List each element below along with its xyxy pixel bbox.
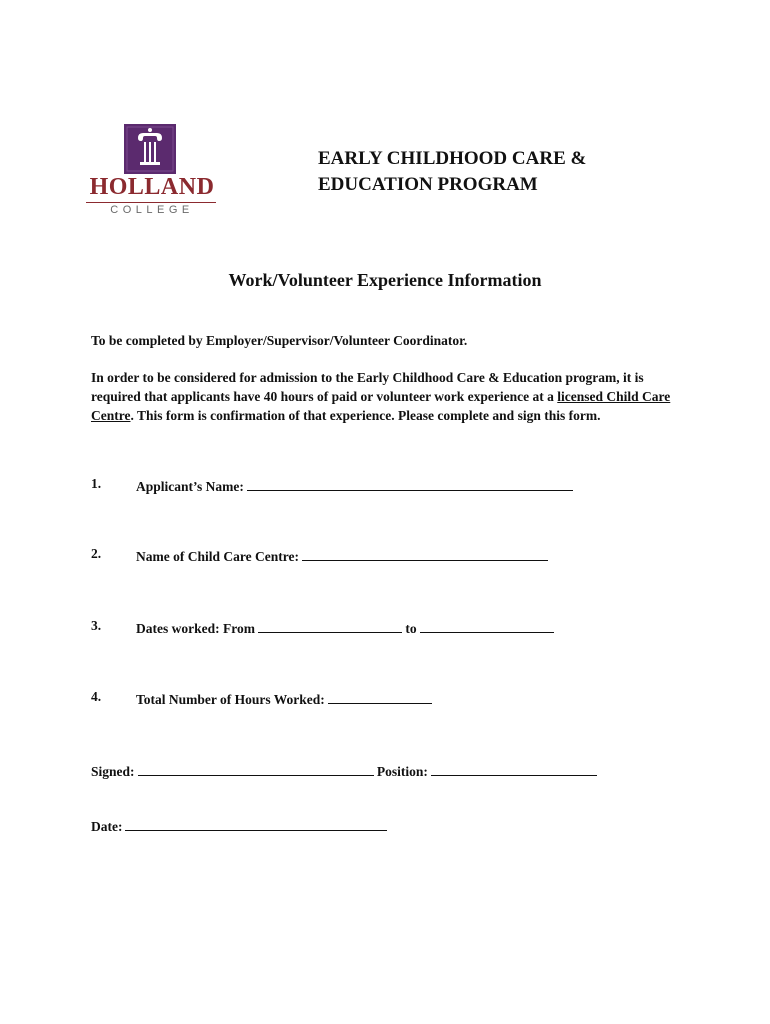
field-label: Applicant’s Name:	[136, 479, 244, 494]
date-label: Date:	[91, 819, 123, 834]
logo-subtext: COLLEGE	[110, 204, 194, 216]
program-title-line2: EDUCATION PROGRAM	[318, 174, 538, 195]
position-input[interactable]	[431, 761, 597, 776]
applicant-name-input[interactable]	[247, 476, 573, 491]
field-label-to: to	[405, 621, 417, 636]
signature-input[interactable]	[138, 761, 374, 776]
field-body	[136, 476, 573, 495]
field-number: 4.	[91, 689, 102, 704]
program-title	[318, 146, 678, 198]
field-label: Dates worked: From	[136, 621, 255, 636]
date-input[interactable]	[125, 816, 387, 831]
paragraph-part2: . This form is confirmation of that experience. Please complete and sign this form.	[130, 408, 601, 423]
logo-divider	[86, 202, 216, 203]
field-label: Name of Child Care Centre:	[136, 549, 299, 564]
requirement-paragraph	[91, 368, 691, 425]
program-title-line1: EARLY CHILDHOOD CARE &	[318, 148, 587, 169]
position-label: Position:	[376, 764, 428, 779]
holland-college-logo	[84, 124, 220, 216]
paragraph-part1: In order to be considered for admission to the Early Childhood Care & Education program, it is required that applicants have 40 hours of paid or volunteer work experience at a	[91, 370, 644, 404]
date-to-input[interactable]	[420, 618, 554, 633]
field-body	[136, 546, 548, 565]
field-body	[136, 689, 432, 708]
field-label: Total Number of Hours Worked:	[136, 692, 325, 707]
college-crest-icon	[124, 124, 176, 174]
form-title: Work/Volunteer Experience Information	[228, 270, 542, 290]
field-body	[136, 618, 554, 637]
signature-row	[91, 761, 597, 780]
centre-name-input[interactable]	[302, 546, 548, 561]
instruction-text: To be completed by Employer/Supervisor/Volunteer Coordinator.	[91, 333, 468, 348]
field-number: 2.	[91, 546, 102, 561]
field-number: 1.	[91, 476, 102, 491]
date-from-input[interactable]	[258, 618, 402, 633]
paragraph-underlined: licensed Child Care Centre	[91, 389, 671, 423]
field-number: 3.	[91, 618, 102, 633]
logo-wordmark: HOLLAND	[89, 174, 215, 200]
total-hours-input[interactable]	[328, 689, 432, 704]
signed-label: Signed:	[91, 764, 135, 779]
date-row	[91, 816, 387, 835]
